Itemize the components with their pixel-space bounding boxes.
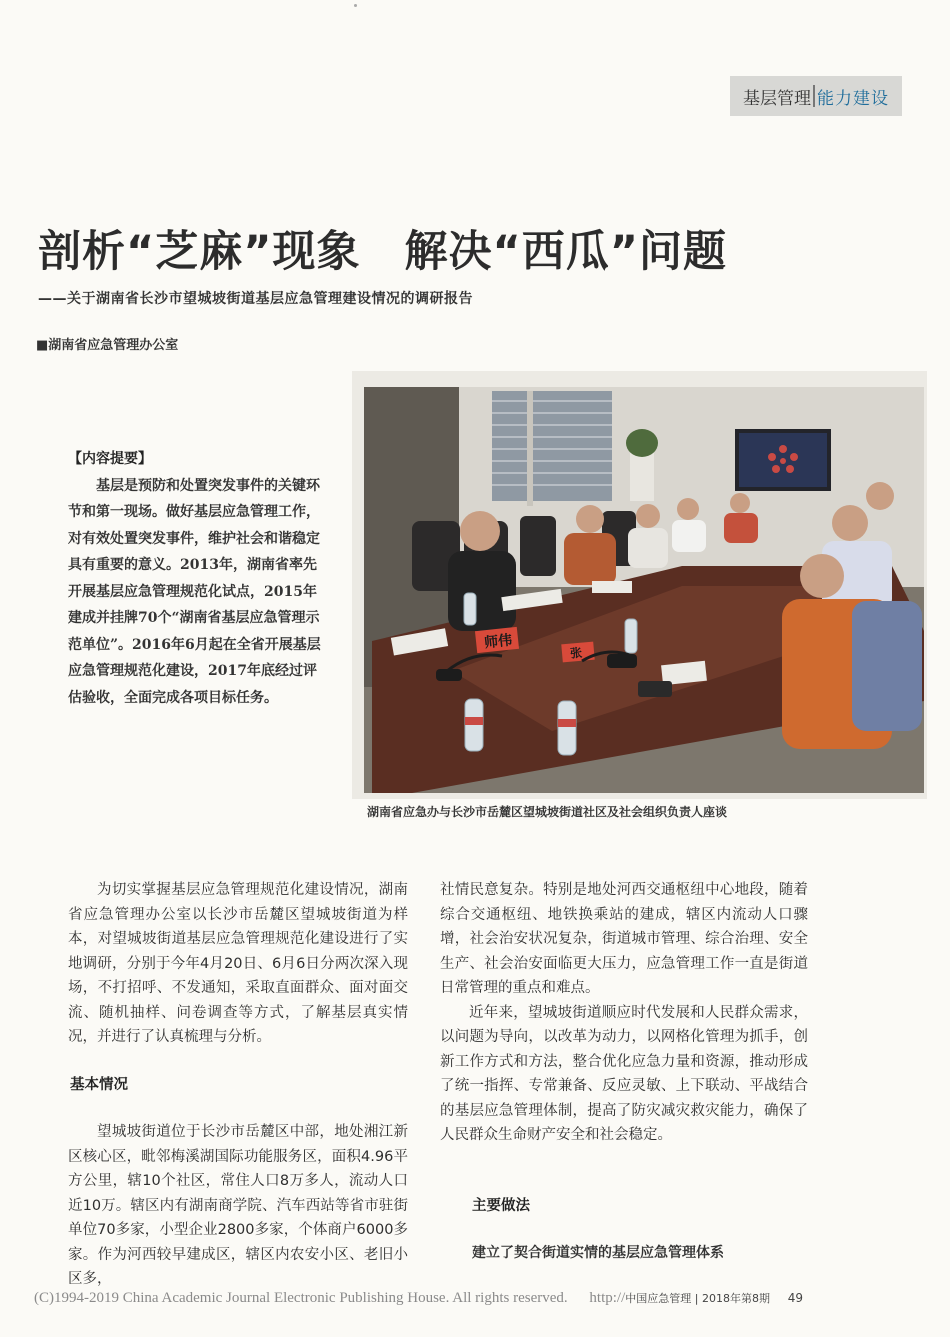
- page-footer: [34, 1290, 930, 1307]
- article-title: 剖析“芝麻”现象 解决“西瓜”问题: [38, 227, 728, 277]
- recent-years-paragraph: 近年来，望城坡街道顺应时代发展和人民群众需求，以问题为导向，以改革为动力，以网格化管理为抓手，创新工作方式和方法，整合优化应急力量和资源，推动形成了统一指挥、专常兼备、反应灵敏、上下联动、平战结合的基层应急管理体制，提高了防灾减灾救灾能力，确保了人民群众生命财产安全和社会稳定。: [440, 1004, 808, 1143]
- print-dot: [354, 4, 357, 7]
- right-column-text: [440, 878, 808, 1148]
- page-number: 49: [787, 1291, 803, 1305]
- basic-paragraph: 望城坡街道位于长沙市岳麓区中部，地处湘江新区核心区，毗邻梅溪湖国际功能服务区，面积4.96平方公里，辖10个社区，常住人口8万多人，流动人口近10万。辖区内有湖南商学院、汽车西站等省市驻街单位70多家，小型企业2800多家，个体商户6000多家。作为河西较早建成区，辖区内农安小区、老旧小区多，: [68, 1124, 408, 1287]
- intro-paragraph: 为切实掌握基层应急管理规范化建设情况，湖南省应急管理办公室以长沙市岳麓区望城坡街道为样本，对望城坡街道基层应急管理规范化建设进行了实地调研，分别于今年4月20日、6月6日分两次深入现场，不打招呼、不发通知，采取直面群众、面对面交流、随机抽样、问卷调查等方式，了解基层真实情况，并进行了认真梳理与分析。: [68, 882, 408, 1045]
- abstract-box: [68, 446, 330, 711]
- left-column-basic: [68, 1120, 408, 1292]
- journal-issue: 中国应急管理 | 2018年第8期: [625, 1292, 770, 1305]
- photo-caption: 湖南省应急办与长沙市岳麓区望城坡街道社区及社会组织负责人座谈: [367, 805, 728, 819]
- article-author: ■湖南省应急管理办公室: [36, 338, 179, 353]
- footer-url: http://: [589, 1290, 626, 1306]
- section-tag: [730, 76, 902, 116]
- nameplate-2-text: 张: [569, 645, 583, 661]
- heading-main-practices: 主要做法: [472, 1198, 530, 1214]
- heading-basic-situation: 基本情况: [70, 1077, 128, 1093]
- article-subtitle: ——关于湖南省长沙市望城坡街道基层应急管理建设情况的调研报告: [38, 291, 473, 307]
- section-divider: [813, 85, 815, 107]
- meeting-photo: [352, 371, 927, 799]
- continued-paragraph: 社情民意复杂。特别是地处河西交通枢纽中心地段，随着综合交通枢纽、地铁换乘站的建成，辖区内流动人口骤增，社会治安状况复杂，街道城市管理、综合治理、安全生产、社会治安面临更大压力，应急管理工作一直是街道日常管理的重点和难点。: [440, 882, 808, 996]
- subsection-label: 能力建设: [817, 88, 889, 109]
- left-column-intro: [68, 878, 408, 1050]
- nameplate-1-text: 师伟: [483, 632, 513, 652]
- copyright-notice: (C)1994-2019 China Academic Journal Electronic Publishing House. All rights reserved.: [34, 1290, 568, 1306]
- meeting-photo-illustration: [352, 371, 927, 799]
- subheading-system: 建立了契合街道实情的基层应急管理体系: [472, 1245, 724, 1261]
- abstract-text: 基层是预防和处置突发事件的关键环节和第一现场。做好基层应急管理工作，对有效处置突发事件，维护社会和谐稳定具有重要的意义。2013年，湖南省率先开展基层应急管理规范化试点，2015年建成并挂牌70个“湖南省基层应急管理示范单位”。2016年6月起在全省开展基层应急管理规范化建设，2017年底经过评估验收，全面完成各项目标任务。: [68, 477, 321, 706]
- abstract-label: 【内容提要】: [68, 451, 152, 467]
- section-label: 基层管理: [743, 88, 811, 109]
